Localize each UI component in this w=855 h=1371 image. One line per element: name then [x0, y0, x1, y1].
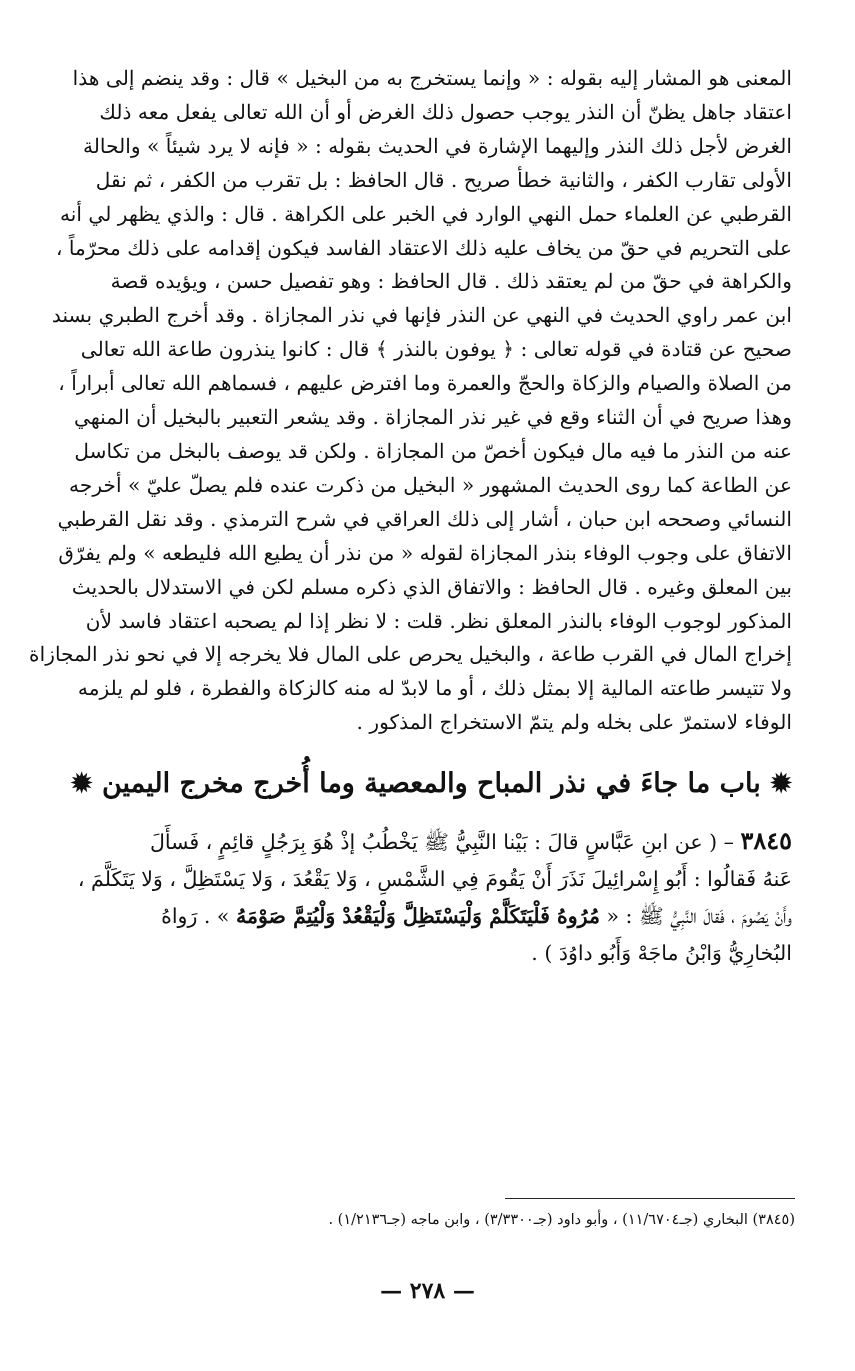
- text-line: عنه من النذر ما فيه مال فيكون أخصّ من المجازاة . ولكن قد يوصف بالبخل من تكاسل: [74, 438, 792, 463]
- chapter-heading: [22, 762, 792, 806]
- hadith-text: وأَنْ يَصُومَ ، فَقالَ النَّبِيُّ ﷺ : «: [606, 904, 792, 929]
- text-line: من الصلاة والصيام والزكاة والحجّ والعمرة وما افترض عليهم ، فسماهم الله تعالى أبراراً ،: [58, 371, 792, 396]
- text-line: عن الطاعة كما روى الحديث المشهور « البخيل من ذكرت عنده فلم يصلّ عليّ » أخرجه: [69, 472, 792, 497]
- ornament-star-icon: ✹: [770, 769, 792, 800]
- footnote: (٣٨٤٥) البخاري (جـ١١/٦٧٠٤) ، وأبو داود (جـ٣/٣٣٠٠) ، وابن ماجه (جـ١/٢١٣٦) .: [328, 1212, 795, 1228]
- footnote-divider: [505, 1198, 795, 1199]
- text-line: صحيح عن قتادة في قوله تعالى : ﴿ يوفون بالنذر ﴾ قال : كانوا ينذرون طاعة الله تعالى: [80, 337, 792, 362]
- text-line: الغرض لأجل ذلك النذر وإليهما الإشارة في الحديث بقوله : « فإنه لا يرد شيئاً » والحالة: [82, 133, 792, 158]
- hadith-line-2: عَنهُ فَقالُوا : أَبُو إِسْرائِيلَ نَذَرَ أَنْ يَقُومَ فِي الشَّمْسِ ، وَلا يَقْعُدَ ، وَلا يَسْتَظِلَّ ، وَلا يَتَكَلَّمَ ،: [77, 867, 792, 892]
- text-line: القرطبي عن العلماء حمل النهي الوارد في الخبر على الكراهة . قال : والذي يظهر لي أنه: [59, 201, 792, 226]
- text-line: على التحريم في حقّ من يخاف عليه ذلك الاعتقاد الفاسد فيكون إقدامه على ذلك محرّماً ،: [55, 235, 792, 260]
- text-line: المذكور لوجوب الوفاء بالنذر المعلق نظر. قلت : لا نظر إذا لم يصحبه اعتقاد فاسد لأن: [85, 608, 792, 633]
- hadith-line-1: [22, 822, 792, 861]
- hadith-prophet-quote: مُرُوهُ فَلْيَتَكَلَّمْ وَلْيَسْتَظِلَّ وَلْيَقْعُدْ وَلْيُتِمَّ صَوْمَهُ: [235, 904, 600, 929]
- text-line: والكراهة في حقّ من لم يعتقد ذلك . قال الحافظ : وهو تفصيل حسن ، ويؤيده قصة: [110, 269, 792, 294]
- hadith-text: ( عن ابنِ عَبَّاسٍ قالَ : بَيْنا النَّبِيُّ ﷺ يَخْطُبُ إذْ هُوَ بِرَجُلٍ قائِمٍ ، فَسأَلَ: [149, 830, 718, 855]
- text-line: بين المعلق وغيره . قال الحافظ : والاتفاق الذي ذكره مسلم لكن في الاستدلال بالحديث: [71, 574, 792, 599]
- hadith-line-4: البُخارِيُّ وَابْنُ ماجَهْ وَأَبُو داوُدَ ) .: [531, 941, 792, 966]
- text-line: وهذا صريح في أن الثناء وقع في غير نذر المجازاة . وقد يشعر التعبير بالبخيل أن المنهي: [74, 405, 792, 430]
- hadith-dash: –: [723, 830, 734, 855]
- text-line: اعتقاد جاهل يظنّ أن النذر يوجب حصول ذلك الغرض أو أن الله تعالى يفعل معه ذلك: [99, 99, 792, 124]
- commentary-paragraph: [22, 62, 792, 740]
- text-line: الوفاء لاستمرّ على بخله ولم يتمّ الاستخراج المذكور .: [356, 710, 792, 735]
- text-line: المعنى هو المشار إليه بقوله : « وإنما يستخرج به من البخيل » قال : وقد ينضم إلى هذا: [72, 66, 792, 90]
- text-line: ولا تتيسر طاعته المالية إلا بمثل ذلك ، أو ما لابدّ له منه كالزكاة والفطرة ، فلو لم يلزمه: [77, 676, 792, 701]
- hadith-line-3: [22, 898, 792, 935]
- page-body: [22, 62, 792, 972]
- text-line: الأولى تقارب الكفر ، والثانية خطأ صريح . قال الحافظ : بل تقرب من الكفر ، ثم نقل: [95, 167, 792, 192]
- page-number: — ٢٧٨ —: [380, 1278, 475, 1304]
- text-line: ابن عمر راوي الحديث في النهي عن النذر فإنها في نذر المجازاة . وقد أخرج الطبري بسند: [51, 303, 792, 328]
- chapter-title: باب ما جاءَ في نذر المباح والمعصية وما أُخرج مخرج اليمين: [101, 768, 761, 800]
- text-line: إخراج المال في القرب طاعة ، والبخيل يحرص على المال فلا يخرجه إلا في نحو نذر المجازاة: [29, 642, 792, 667]
- hadith-text: » . رَواهُ: [161, 904, 230, 929]
- text-line: النسائي وصححه ابن حبان ، أشار إلى ذلك العراقي في شرح الترمذي . وقد نقل القرطبي: [57, 506, 792, 531]
- hadith-block: [22, 822, 792, 972]
- text-line: الاتفاق على وجوب الوفاء بنذر المجازاة لقوله « من نذر أن يطيع الله فليطعه » ولم يفرّق: [58, 540, 792, 565]
- hadith-number: ٣٨٤٥: [740, 826, 792, 856]
- ornament-star-icon: ✹: [70, 769, 93, 800]
